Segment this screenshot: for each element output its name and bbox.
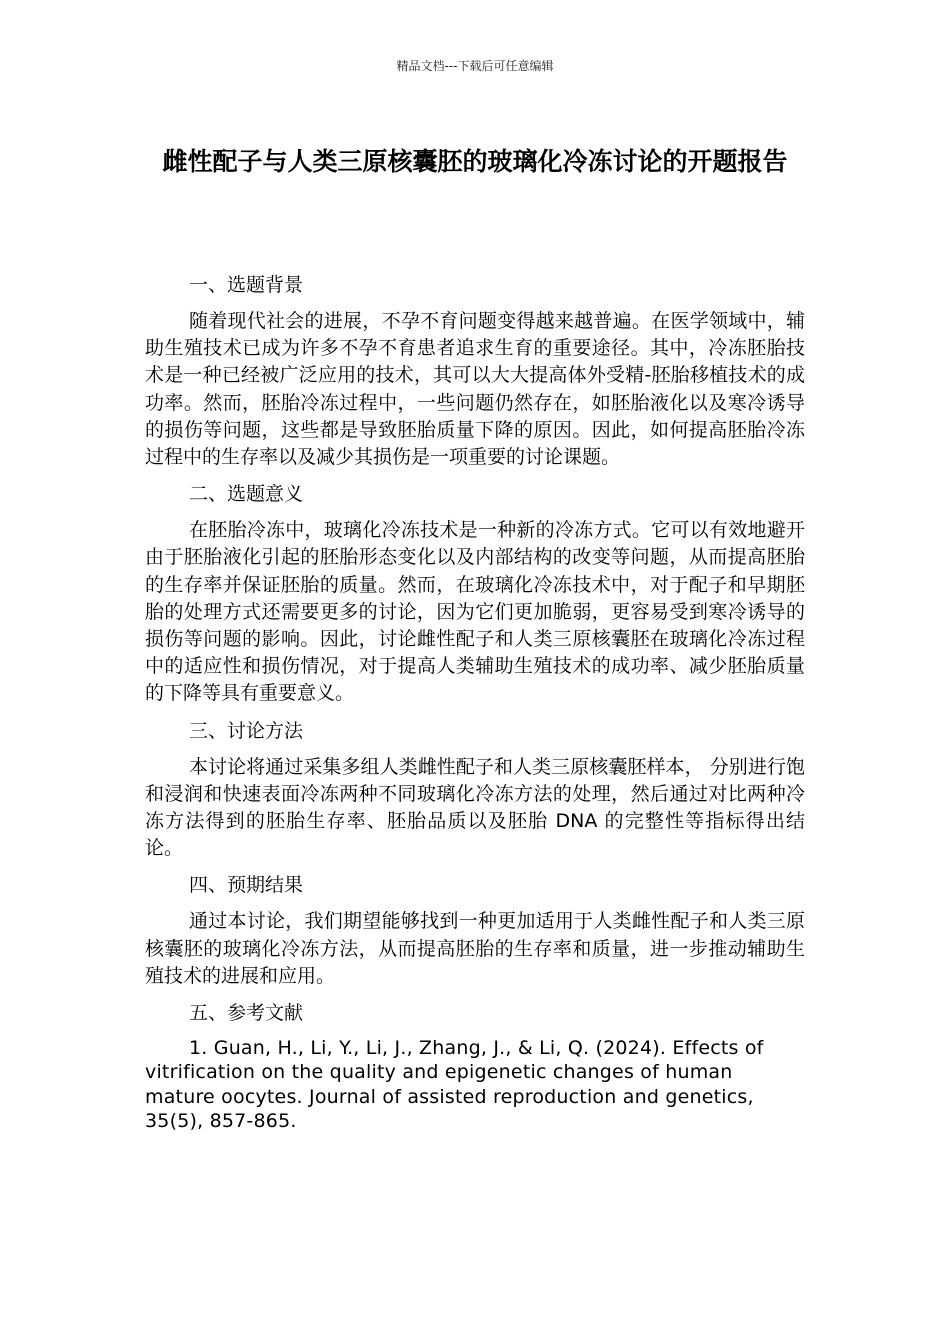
section-heading-expected-results: 四、预期结果	[189, 874, 304, 897]
reference-item: 1. Guan, H., Li, Y., Li, J., Zhang, J., & Li, Q. (2024). Effects of vitrification on the quality and epigenetic changes of human mature oocytes. Journal of assisted reproduction and genetics, 35(5), 857-865.	[145, 1037, 764, 1133]
section-heading-references: 五、参考文献	[189, 1002, 304, 1025]
paragraph-significance: 在胚胎冷冻中，玻璃化冷冻技术是一种新的冷冻方式。它可以有效地避开由于胚胎液化引起的胚胎形态变化以及内部结构的改变等问题，从而提高胚胎的生存率并保证胚胎的质量。然而，在玻璃化冷冻技术中，对于配子和早期胚胎的处理方式还需要更多的讨论，因为它们更加脆弱，更容易受到寒冷诱导的损伤等问题的影响。因此，讨论雌性配子和人类三原核囊胚在玻璃化冷冻过程中的适应性和损伤情况，对于提高人类辅助生殖技术的成功率、减少胚胎质量的下降等具有重要意义。	[145, 519, 805, 705]
paragraph-methods: 本讨论将通过采集多组人类雌性配子和人类三原核囊胚样本， 分别进行饱和浸润和快速表面冷冻两种不同玻璃化冷冻方法的处理，然后通过对比两种冷冻方法得到的胚胎生存率、胚胎品质以及胚胎 DNA 的完整性等指标得出结论。	[145, 755, 805, 860]
header-note: 精品文档---下载后可任意编辑	[396, 59, 554, 73]
section-heading-significance: 二、选题意义	[189, 483, 304, 506]
document-body	[145, 268, 805, 1134]
paragraph-expected-results: 通过本讨论，我们期望能够找到一种更加适用于人类雌性配子和人类三原核囊胚的玻璃化冷冻方法，从而提高胚胎的生存率和质量，进一步推动辅助生殖技术的进展和应用。	[145, 910, 805, 987]
section-heading-background: 一、选题背景	[189, 274, 304, 296]
section-heading-methods: 三、讨论方法	[189, 719, 304, 742]
document-title: 雌性配子与人类三原核囊胚的玻璃化冷冻讨论的开题报告	[162, 147, 788, 176]
paragraph-background: 随着现代社会的进展，不孕不育问题变得越来越普遍。在医学领域中，辅助生殖技术已成为许多不孕不育患者追求生育的重要途径。其中，冷冻胚胎技术是一种已经被广泛应用的技术，其可以大大提高体外受精-胚胎移植技术的成功率。然而，胚胎冷冻过程中，一些问题仍然存在，如胚胎液化以及寒冷诱导的损伤等问题，这些都是导致胚胎质量下降的原因。因此，如何提高胚胎冷冻过程中的生存率以及减少其损伤是一项重要的讨论课题。	[145, 310, 805, 469]
